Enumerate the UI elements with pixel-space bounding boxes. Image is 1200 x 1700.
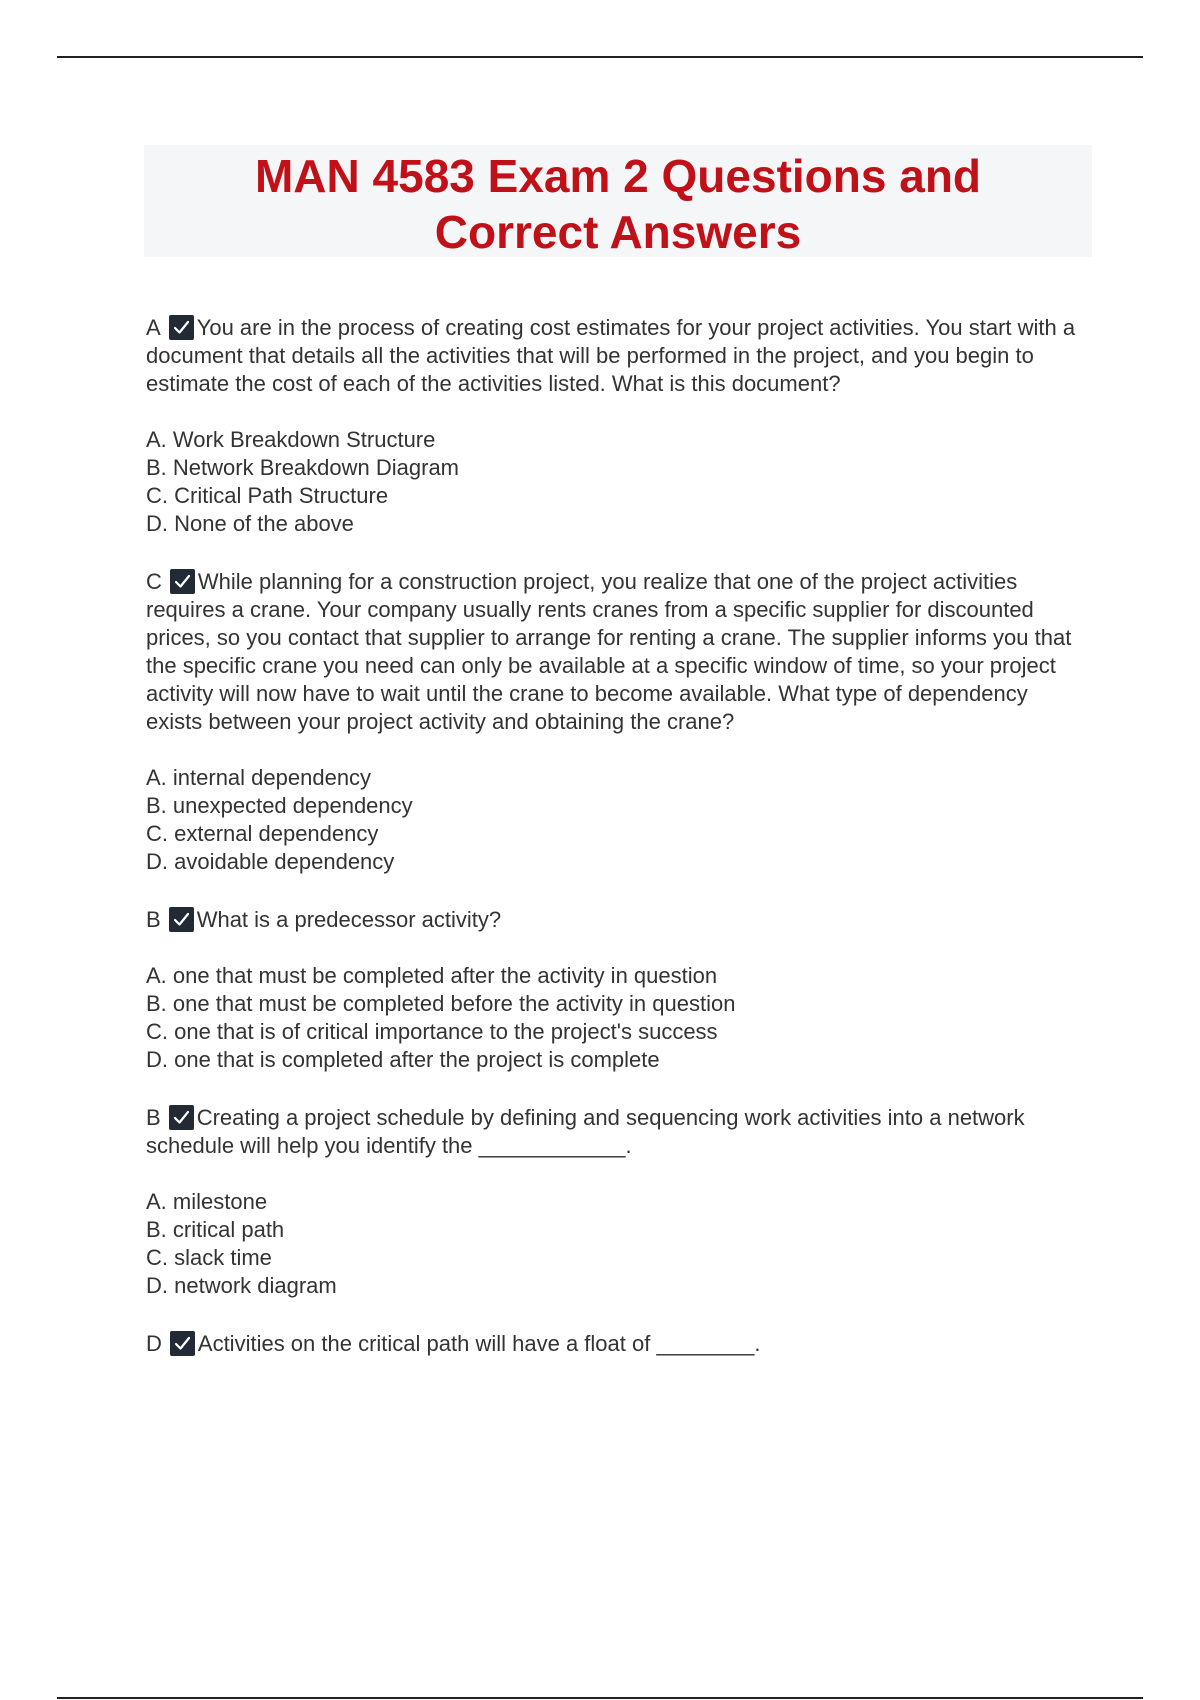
question-item [146, 314, 1086, 538]
answer-letter: B [146, 1105, 161, 1130]
question-text: You are in the process of creating cost estimates for your project activities. You start with a document that details all the activities that will be performed in the project, and you begin to estimate the cost of each of the activities listed. What is this document? [146, 315, 1076, 396]
question-text-block [146, 1330, 1086, 1358]
questions-list [146, 314, 1086, 1358]
option-list [146, 962, 1086, 1074]
question-item [146, 906, 1086, 1074]
check-mark-icon [170, 569, 195, 594]
question-text-block [146, 1104, 1086, 1160]
question-item [146, 1330, 1086, 1358]
option-item: C. one that is of critical importance to the project's success [146, 1019, 718, 1044]
title-line-2: Correct Answers [434, 206, 802, 258]
option-item: A. Work Breakdown Structure [146, 427, 436, 452]
answer-letter: A [146, 315, 161, 340]
option-item: A. one that must be completed after the activity in question [146, 963, 718, 988]
option-item: A. internal dependency [146, 765, 372, 790]
option-list [146, 426, 1086, 538]
option-item: C. external dependency [146, 821, 379, 846]
option-item: A. milestone [146, 1189, 268, 1214]
option-item: D. one that is completed after the project is complete [146, 1047, 660, 1072]
answer-letter: C [146, 569, 162, 594]
question-text-block [146, 314, 1086, 398]
option-list [146, 1188, 1086, 1300]
question-item [146, 568, 1086, 876]
option-item: C. Critical Path Structure [146, 483, 389, 508]
option-item: B. one that must be completed before the activity in question [146, 991, 736, 1016]
question-text: What is a predecessor activity? [196, 907, 502, 932]
check-mark-icon [170, 1331, 195, 1356]
option-item: C. slack time [146, 1245, 272, 1270]
page-title [144, 145, 1092, 260]
question-text: Creating a project schedule by defining and sequencing work activities into a network schedule will help you identify the ____________. [146, 1105, 1025, 1158]
answer-letter: B [146, 907, 161, 932]
option-item: D. avoidable dependency [146, 849, 395, 874]
check-mark-icon [169, 315, 194, 340]
question-text: Activities on the critical path will have a float of ________. [197, 1331, 761, 1356]
check-mark-icon [169, 907, 194, 932]
question-item [146, 1104, 1086, 1300]
check-mark-icon [169, 1105, 194, 1130]
question-text-block [146, 906, 1086, 934]
option-item: D. None of the above [146, 511, 354, 536]
option-item: B. Network Breakdown Diagram [146, 455, 460, 480]
answer-letter: D [146, 1331, 162, 1356]
option-item: D. network diagram [146, 1273, 337, 1298]
question-text: While planning for a construction project, you realize that one of the project activities requires a crane. Your company usually rents cranes from a specific supplier for discounted prices, so you contact that supplier to arrange for renting a crane. The supplier informs you that the specific crane you need can only be available at a specific window of time, so your project activity will now have to wait until the crane to become available. What type of dependency exists between your project activity and obtaining the crane? [146, 569, 1072, 734]
option-item: B. critical path [146, 1217, 285, 1242]
title-banner [144, 145, 1092, 257]
option-list [146, 764, 1086, 876]
option-item: B. unexpected dependency [146, 793, 413, 818]
question-text-block [146, 568, 1086, 736]
title-line-1: MAN 4583 Exam 2 Questions and [254, 150, 982, 202]
bottom-rule [57, 1697, 1143, 1699]
top-rule [57, 56, 1143, 58]
